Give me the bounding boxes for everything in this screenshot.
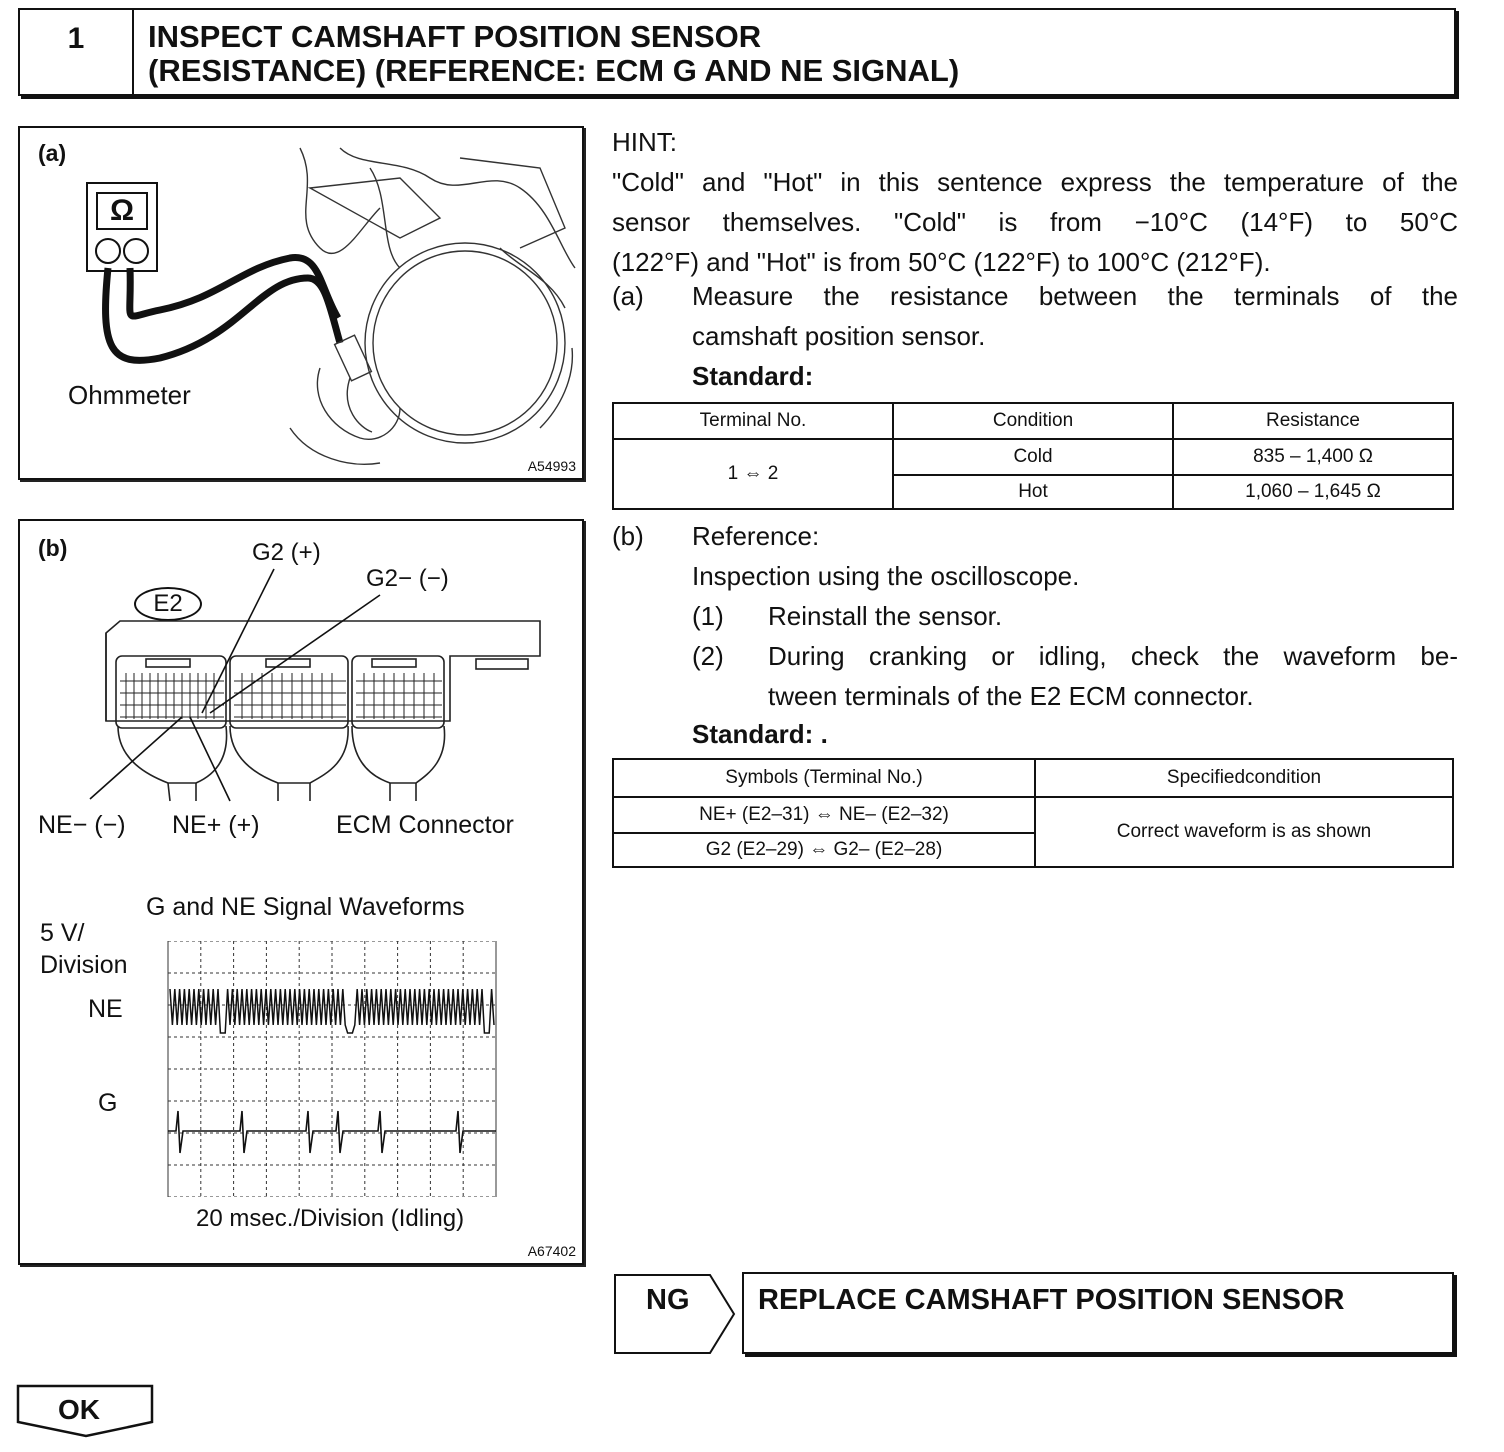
- ng-label: NG: [646, 1284, 690, 1316]
- oscilloscope-waveforms: [166, 941, 498, 1197]
- time-division: 20 msec./Division (Idling): [196, 1205, 465, 1232]
- g-channel-label: G: [98, 1089, 118, 1117]
- volt-division-line2: Division: [40, 951, 128, 979]
- resistance-table: [612, 402, 1454, 510]
- table2-row-g: G2 (E2–29) ⇔ G2– (E2–28): [613, 833, 1035, 867]
- figure-a: [18, 126, 584, 480]
- table1-header-condition: Condition: [893, 403, 1173, 439]
- hint-section: [612, 122, 1458, 282]
- table2-header-condition: Specifiedcondition: [1035, 759, 1453, 797]
- step-title: [148, 20, 1438, 88]
- table1-resistance-cold: 835 – 1,400 Ω: [1173, 439, 1453, 475]
- step-b-line-2: Inspection using the oscilloscope.: [692, 561, 1080, 591]
- figure-b-code: A67402: [527, 1243, 576, 1259]
- step-a-line-2: camshaft position sensor.: [692, 321, 986, 351]
- table2-condition: Correct waveform is as shown: [1035, 797, 1453, 867]
- probe-lead-1: [130, 258, 338, 318]
- table1-resistance-hot: 1,060 – 1,645 Ω: [1173, 475, 1453, 509]
- waveform-title: G and NE Signal Waveforms: [146, 893, 465, 921]
- step-b-standard: Standard: .: [692, 719, 828, 749]
- sub-step-2-text: [768, 636, 1458, 716]
- hint-line-1: "Cold" and "Hot" in this sentence express the temperature of the: [612, 167, 1458, 197]
- label-ne-minus: NE− (−): [38, 811, 126, 839]
- label-g2-plus: G2 (+): [252, 539, 321, 566]
- step-number: 1: [20, 10, 134, 94]
- table2-row-ne: NE+ (E2–31) ⇔ NE– (E2–32): [613, 797, 1035, 833]
- waveform-table: [612, 758, 1454, 868]
- hint-heading: HINT:: [612, 127, 677, 157]
- e2-tag: E2: [134, 587, 202, 621]
- ecm-connector-illustration: [20, 521, 582, 821]
- engine-illustration: [20, 128, 582, 478]
- hint-line-2: sensor themselves. "Cold" is from −10°C (14°F) to 50°C: [612, 207, 1458, 237]
- step-a-marker: (a): [612, 281, 644, 311]
- step-b-line-1: Reference:: [692, 521, 820, 551]
- table-row: [613, 439, 1453, 475]
- sub-step-2-line-1: During cranking or idling, check the waveform be-: [768, 641, 1458, 671]
- figure-a-label: (a): [38, 140, 67, 166]
- ohmmeter-caption: Ohmmeter: [68, 380, 191, 410]
- ng-action-box: [742, 1272, 1454, 1354]
- figure-b-label: (b): [38, 535, 68, 561]
- step-a-standard: Standard:: [692, 361, 814, 391]
- sub-step-1-text: Reinstall the sensor.: [768, 601, 1003, 631]
- label-g2-minus: G2− (−): [366, 565, 449, 592]
- table1-condition-cold: Cold: [893, 439, 1173, 475]
- step-title-line1: INSPECT CAMSHAFT POSITION SENSOR: [148, 19, 762, 54]
- hint-line-3: (122°F) and "Hot" is from 50°C (122°F) to 100°C (212°F).: [612, 247, 1271, 277]
- sub-step-2-marker: (2): [692, 641, 724, 671]
- table-row: [613, 797, 1453, 833]
- table1-condition-hot: Hot: [893, 475, 1173, 509]
- ng-action-text: REPLACE CAMSHAFT POSITION SENSOR: [758, 1284, 1345, 1316]
- volt-division-line1: 5 V/: [40, 919, 85, 947]
- step-title-line2: (RESISTANCE) (REFERENCE: ECM G AND NE SIGNAL): [148, 53, 960, 88]
- ok-label: OK: [58, 1394, 100, 1425]
- table1-header-terminal: Terminal No.: [613, 403, 893, 439]
- figure-b: [18, 519, 584, 1265]
- ne-channel-label: NE: [88, 995, 123, 1023]
- step-b-marker: (b): [612, 521, 644, 551]
- volt-division: [40, 917, 128, 981]
- table1-header-resistance: Resistance: [1173, 403, 1453, 439]
- leader-g2-minus: [210, 595, 380, 713]
- ohm-display: Ω: [96, 192, 148, 230]
- step-header: [18, 8, 1456, 96]
- step-b-text: [692, 516, 1458, 596]
- table1-terminal: 1 ⇔ 2: [613, 439, 893, 509]
- label-ecm-connector: ECM Connector: [336, 811, 514, 839]
- step-a-line-1: Measure the resistance between the terminals of the: [692, 281, 1458, 311]
- label-ne-plus: NE+ (+): [172, 811, 260, 839]
- figure-a-code: A54993: [527, 458, 576, 474]
- sub-step-1-marker: (1): [692, 601, 724, 631]
- sub-step-2-line-2: tween terminals of the E2 ECM connector.: [768, 681, 1254, 711]
- step-a-text: [692, 276, 1458, 396]
- table2-header-symbols: Symbols (Terminal No.): [613, 759, 1035, 797]
- leader-g2-plus: [202, 569, 274, 713]
